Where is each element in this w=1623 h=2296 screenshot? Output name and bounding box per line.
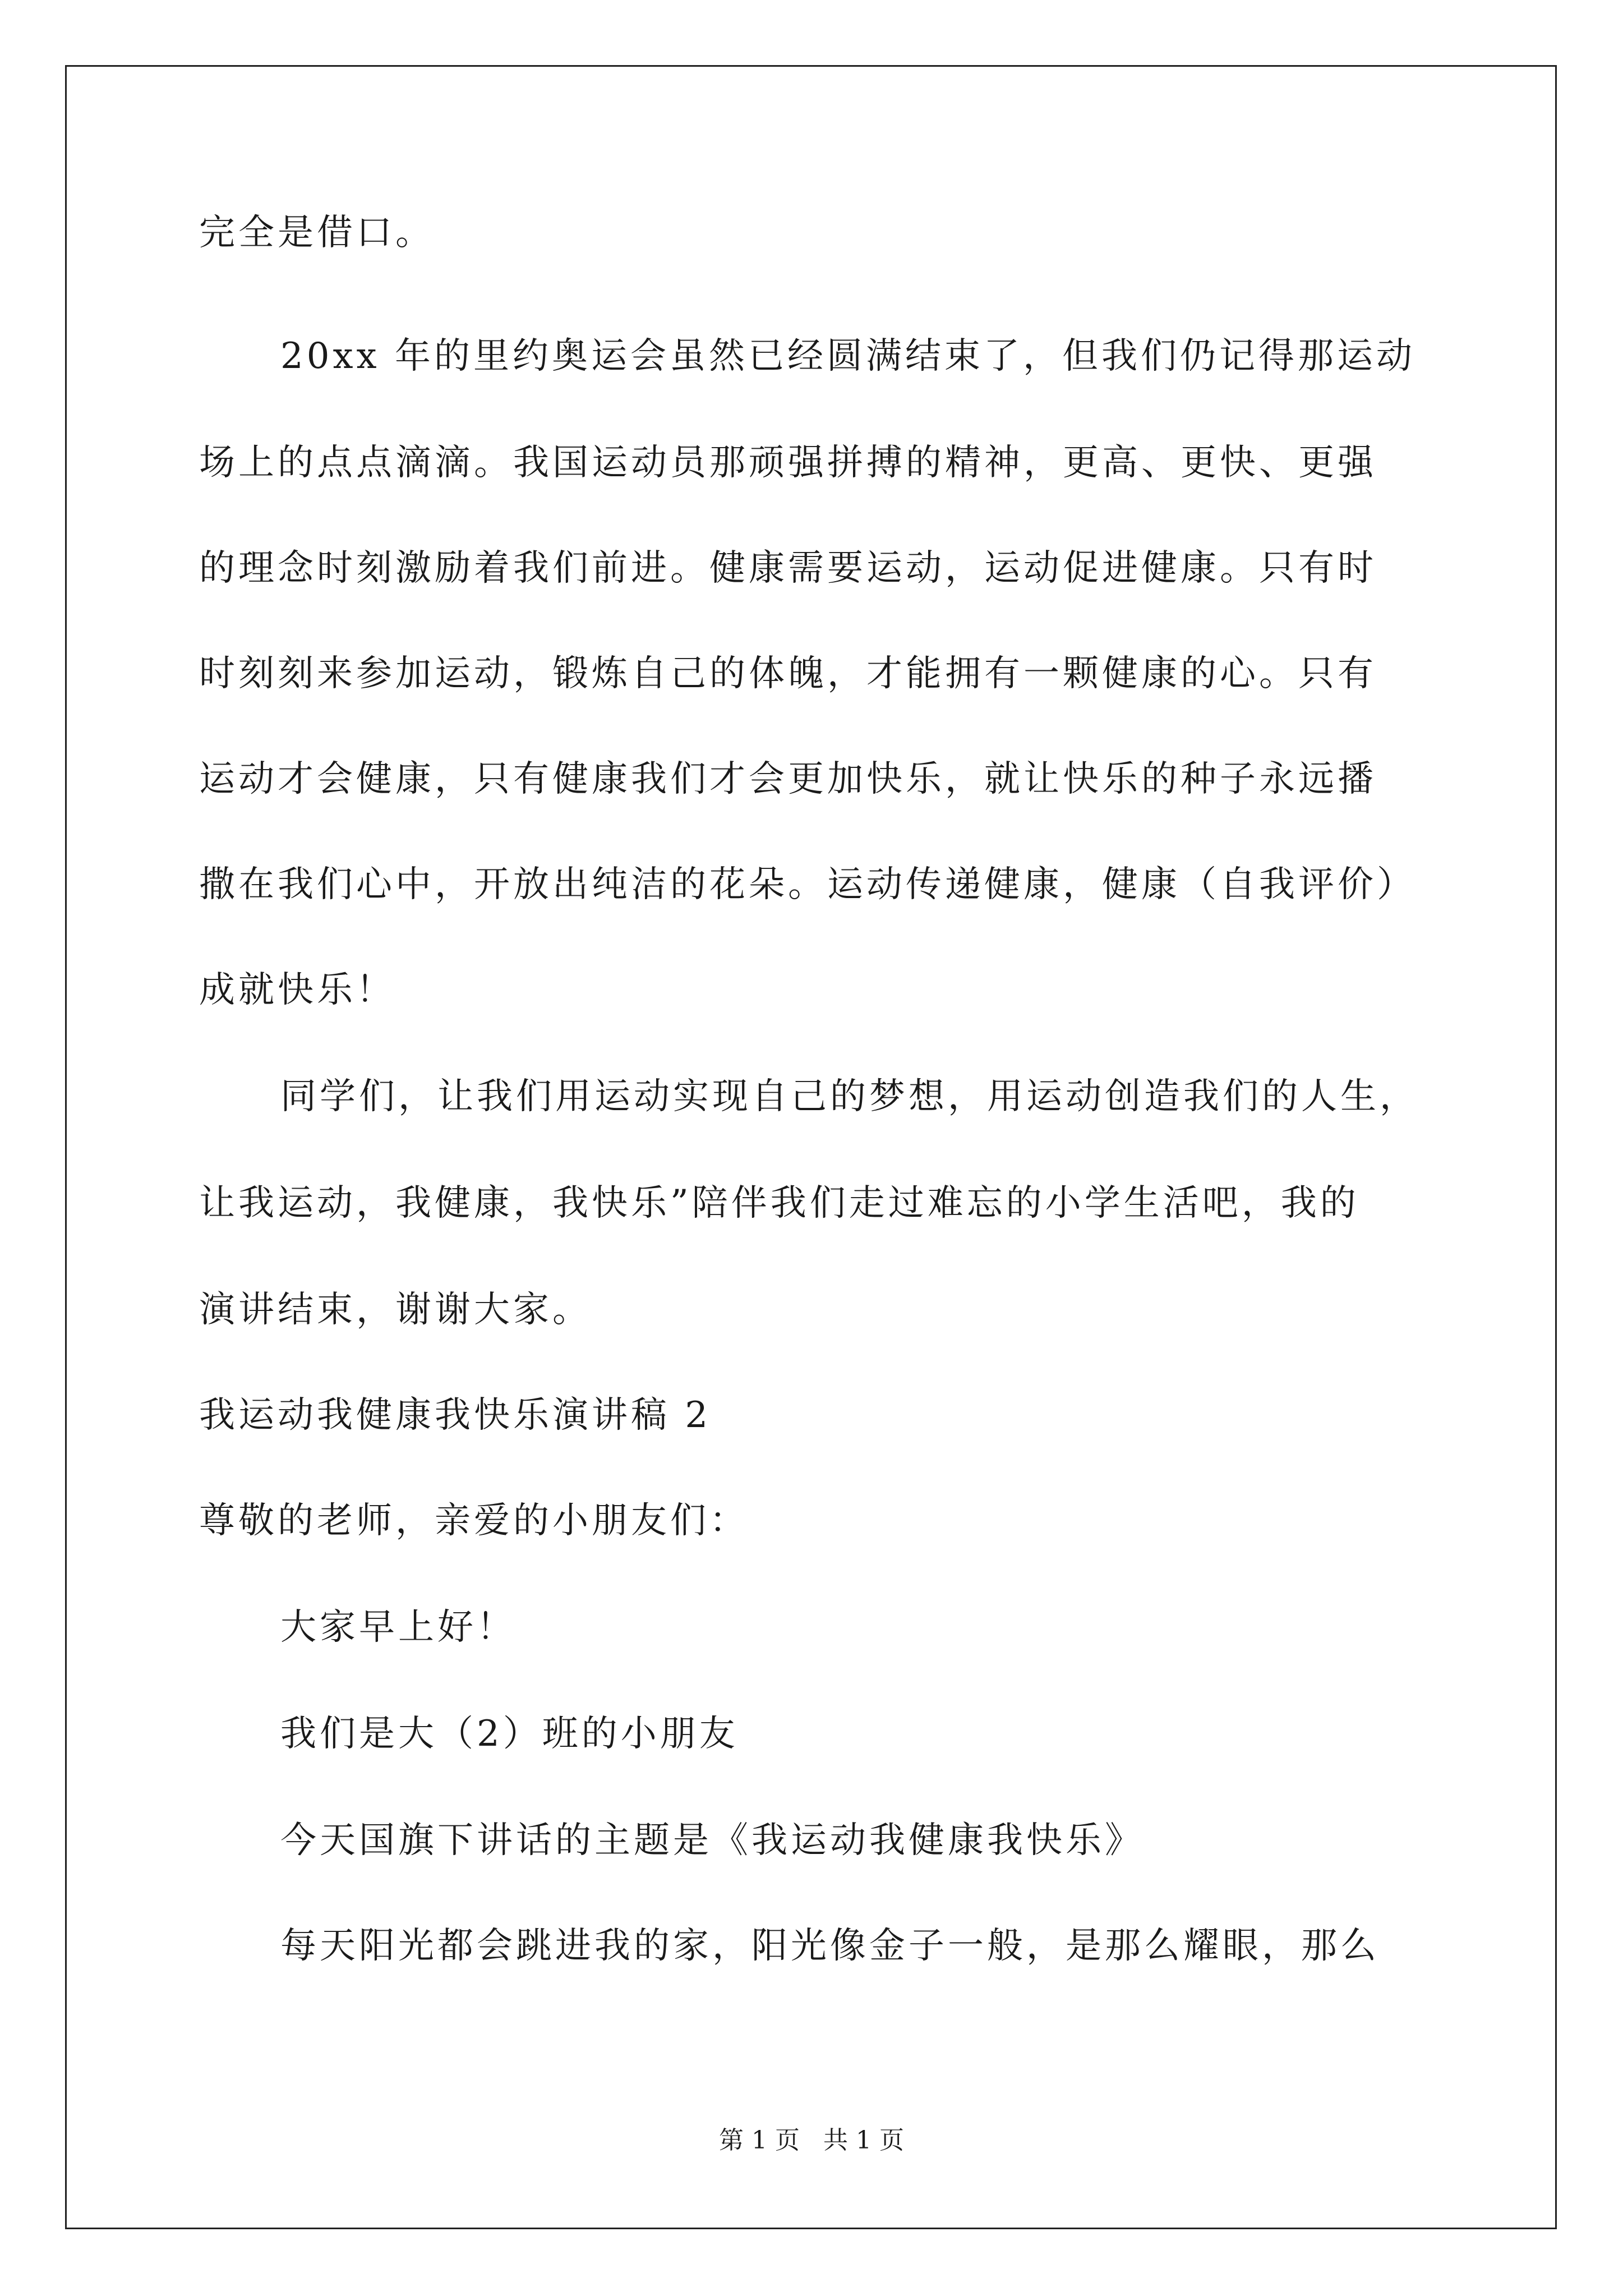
page-border [65, 65, 1557, 2229]
paragraph-line: 的理念时刻激励着我们前进。健康需要运动，运动促进健康。只有时 [199, 547, 1377, 589]
paragraph-line: 场上的点点滴滴。我国运动员那顽强拼搏的精神，更高、更快、更强 [199, 442, 1377, 484]
paragraph-line: 成就快乐！ [199, 969, 395, 1011]
paragraph-line: 撒在我们心中，开放出纯洁的花朵。运动传递健康，健康（自我评价） [199, 864, 1416, 905]
section-heading: 我运动我健康我快乐演讲稿 2 [199, 1395, 712, 1436]
paragraph-line: 大家早上好！ [280, 1607, 516, 1648]
paragraph-line: 时刻刻来参加运动，锻炼自己的体魄，才能拥有一颗健康的心。只有 [199, 653, 1377, 694]
paragraph-line: 同学们，让我们用运动实现自己的梦想，用运动创造我们的人生， [280, 1076, 1419, 1117]
paragraph-line: 每天阳光都会跳进我的家，阳光像金子一般，是那么耀眼，那么 [280, 1925, 1380, 1967]
salutation: 尊敬的老师，亲爱的小朋友们： [199, 1500, 749, 1542]
paragraph-line: 运动才会健康，只有健康我们才会更加快乐，就让快乐的种子永远播 [199, 758, 1377, 800]
text-line: 完全是借口。 [199, 212, 435, 254]
paragraph-line: 我们是大（2）班的小朋友 [280, 1713, 739, 1755]
paragraph-line: 今天国旗下讲话的主题是《我运动我健康我快乐》 [280, 1820, 1144, 1861]
page-footer: 第 1 页 共 1 页 [719, 2126, 904, 2155]
paragraph-line: 让我运动，我健康，我快乐”陪伴我们走过难忘的小学生活吧，我的 [199, 1182, 1359, 1224]
paragraph-line: 20xx 年的里约奥运会虽然已经圆满结束了，但我们仍记得那运动 [280, 335, 1415, 377]
paragraph-line: 演讲结束，谢谢大家。 [199, 1289, 592, 1331]
